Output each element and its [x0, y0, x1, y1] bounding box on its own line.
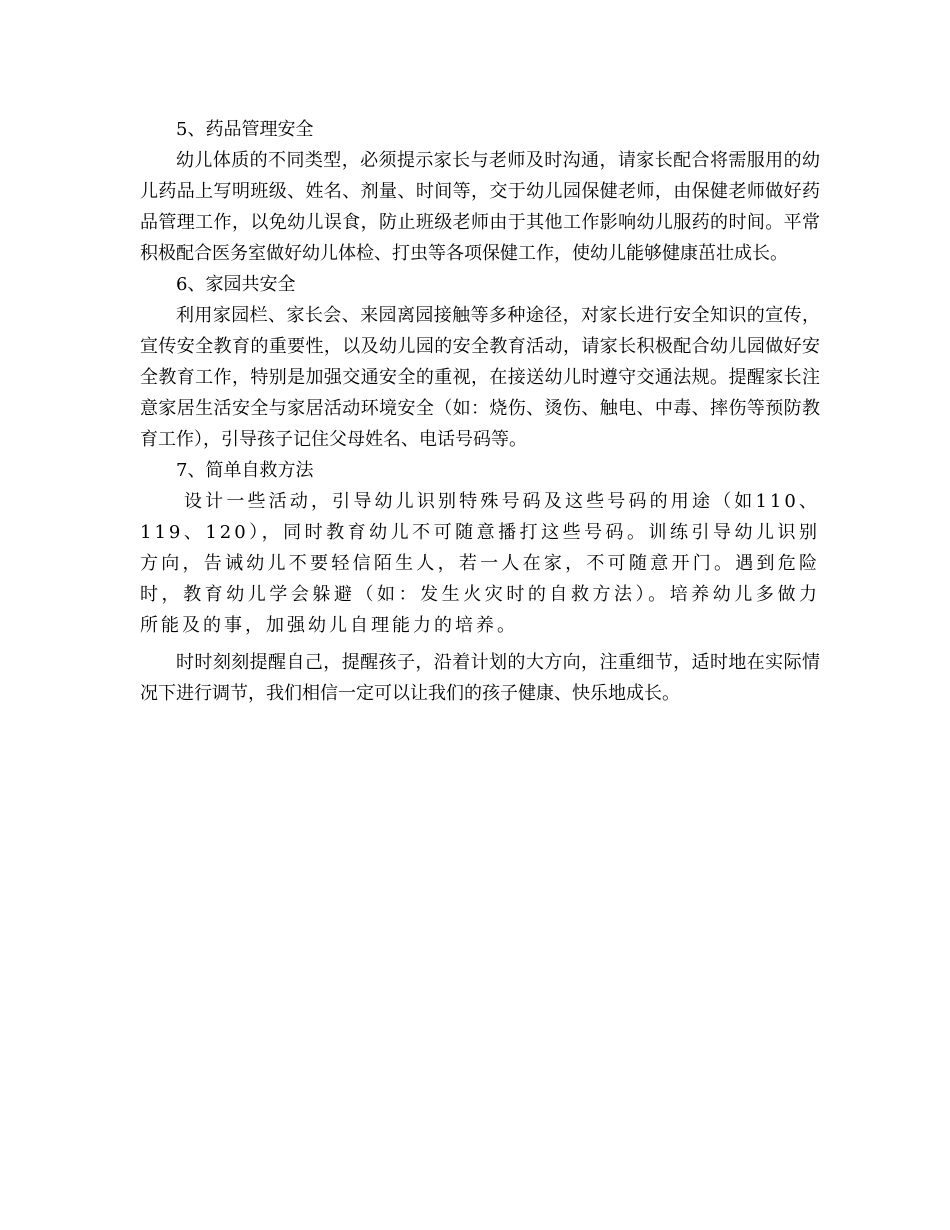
section-body-medicine-safety: 幼儿体质的不同类型，必须提示家长与老师及时沟通，请家长配合将需服用的幼儿药品上写明班级、姓名、剂量、时间等，交于幼儿园保健老师，由保健老师做好药品管理工作，以免幼儿误食，防止班级老师由于其他工作影响幼儿服药的时间。平常积极配合医务室做好幼儿体检、打虫等各项保健工作，使幼儿能够健康茁壮成长。	[140, 150, 820, 264]
section-heading-self-rescue: 7、简单自救方法	[176, 460, 314, 481]
section-body-self-rescue: 设计一些活动，引导幼儿识别特殊号码及这些号码的用途（如110、119、120），同时教育幼儿不可随意播打这些号码。训练引导幼儿识别方向，告诫幼儿不要轻信陌生人，若一人在家，不可随意开门。遇到危险时，教育幼儿学会躲避（如：发生火灾时的自救方法）。培养幼儿多做力所能及的事，加强幼儿自理能力的培养。	[140, 491, 820, 636]
section-heading-home-school-safety: 6、家园共安全	[176, 274, 296, 295]
section-heading-medicine-safety: 5、药品管理安全	[176, 119, 314, 140]
document-body	[140, 114, 820, 709]
closing-paragraph: 时时刻刻提醒自己，提醒孩子，沿着计划的大方向，注重细节，适时地在实际情况下进行调节，我们相信一定可以让我们的孩子健康、快乐地成长。	[140, 652, 820, 704]
section-body-home-school-safety: 利用家园栏、家长会、来园离园接触等多种途径，对家长进行安全知识的宣传，宣传安全教育的重要性，以及幼儿园的安全教育活动，请家长积极配合幼儿园做好安全教育工作，特别是加强交通安全的重视，在接送幼儿时遵守交通法规。提醒家长注意家居生活安全与家居活动环境安全（如：烧伤、烫伤、触电、中毒、摔伤等预防教育工作），引导孩子记住父母姓名、电话号码等。	[140, 305, 820, 450]
